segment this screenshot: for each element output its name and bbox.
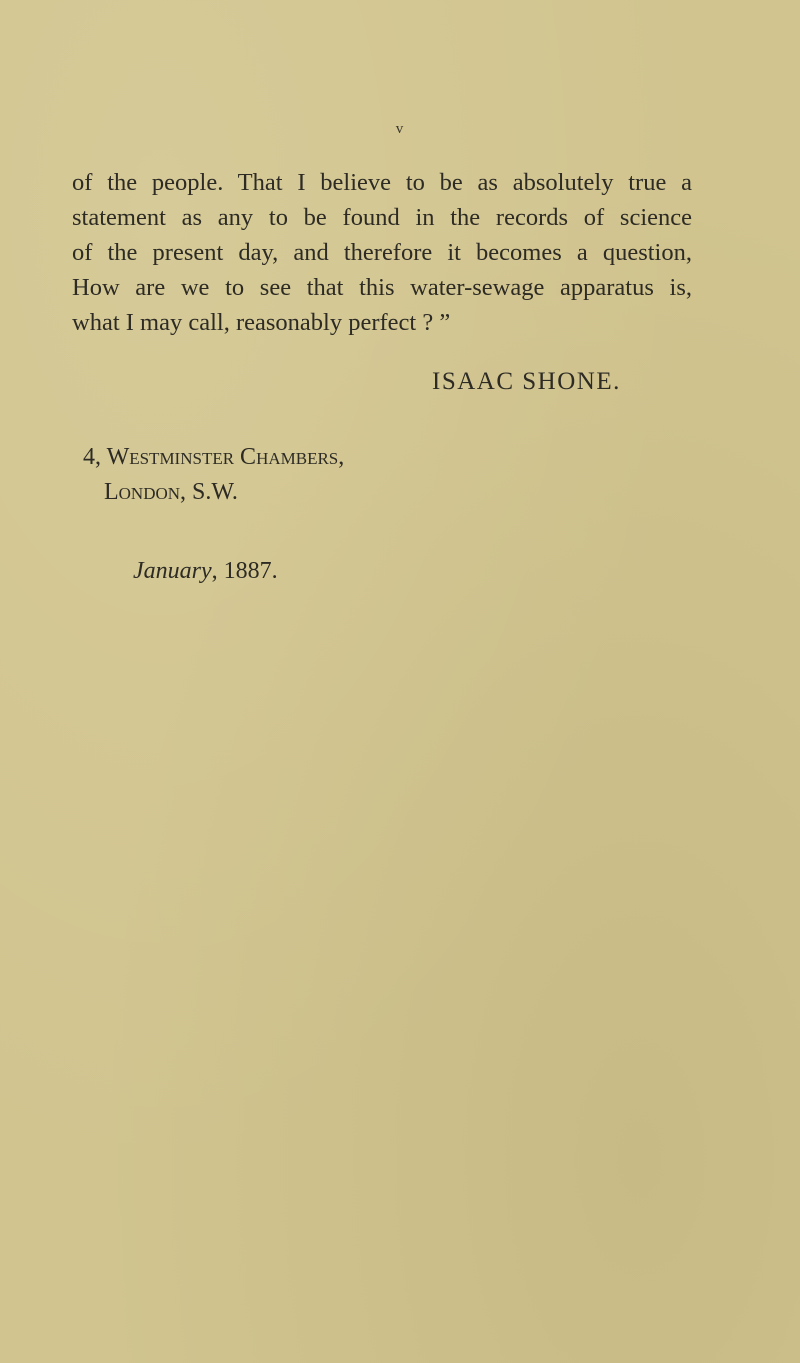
body-line: what I may call, reasonably perfect ? ” [72,309,451,336]
date-line [133,558,278,585]
address-line: London, S.W. [104,479,238,505]
date-month: January [133,558,212,584]
body-line: How are we to see that this water-sewage apparatus is, [72,274,692,301]
address-line: 4, Westminster Chambers, [83,444,345,470]
body-line: of the people. That I believe to be as absolutely true a [72,169,692,196]
body-text [72,165,692,340]
address-block [83,440,344,510]
body-line: of the present day, and therefore it becomes a question, [72,239,692,266]
body-line: statement as any to be found in the records of science [72,204,692,231]
page-number: v [395,121,405,137]
signature: ISAAC SHONE. [432,368,621,395]
date-year: , 1887. [211,558,278,584]
